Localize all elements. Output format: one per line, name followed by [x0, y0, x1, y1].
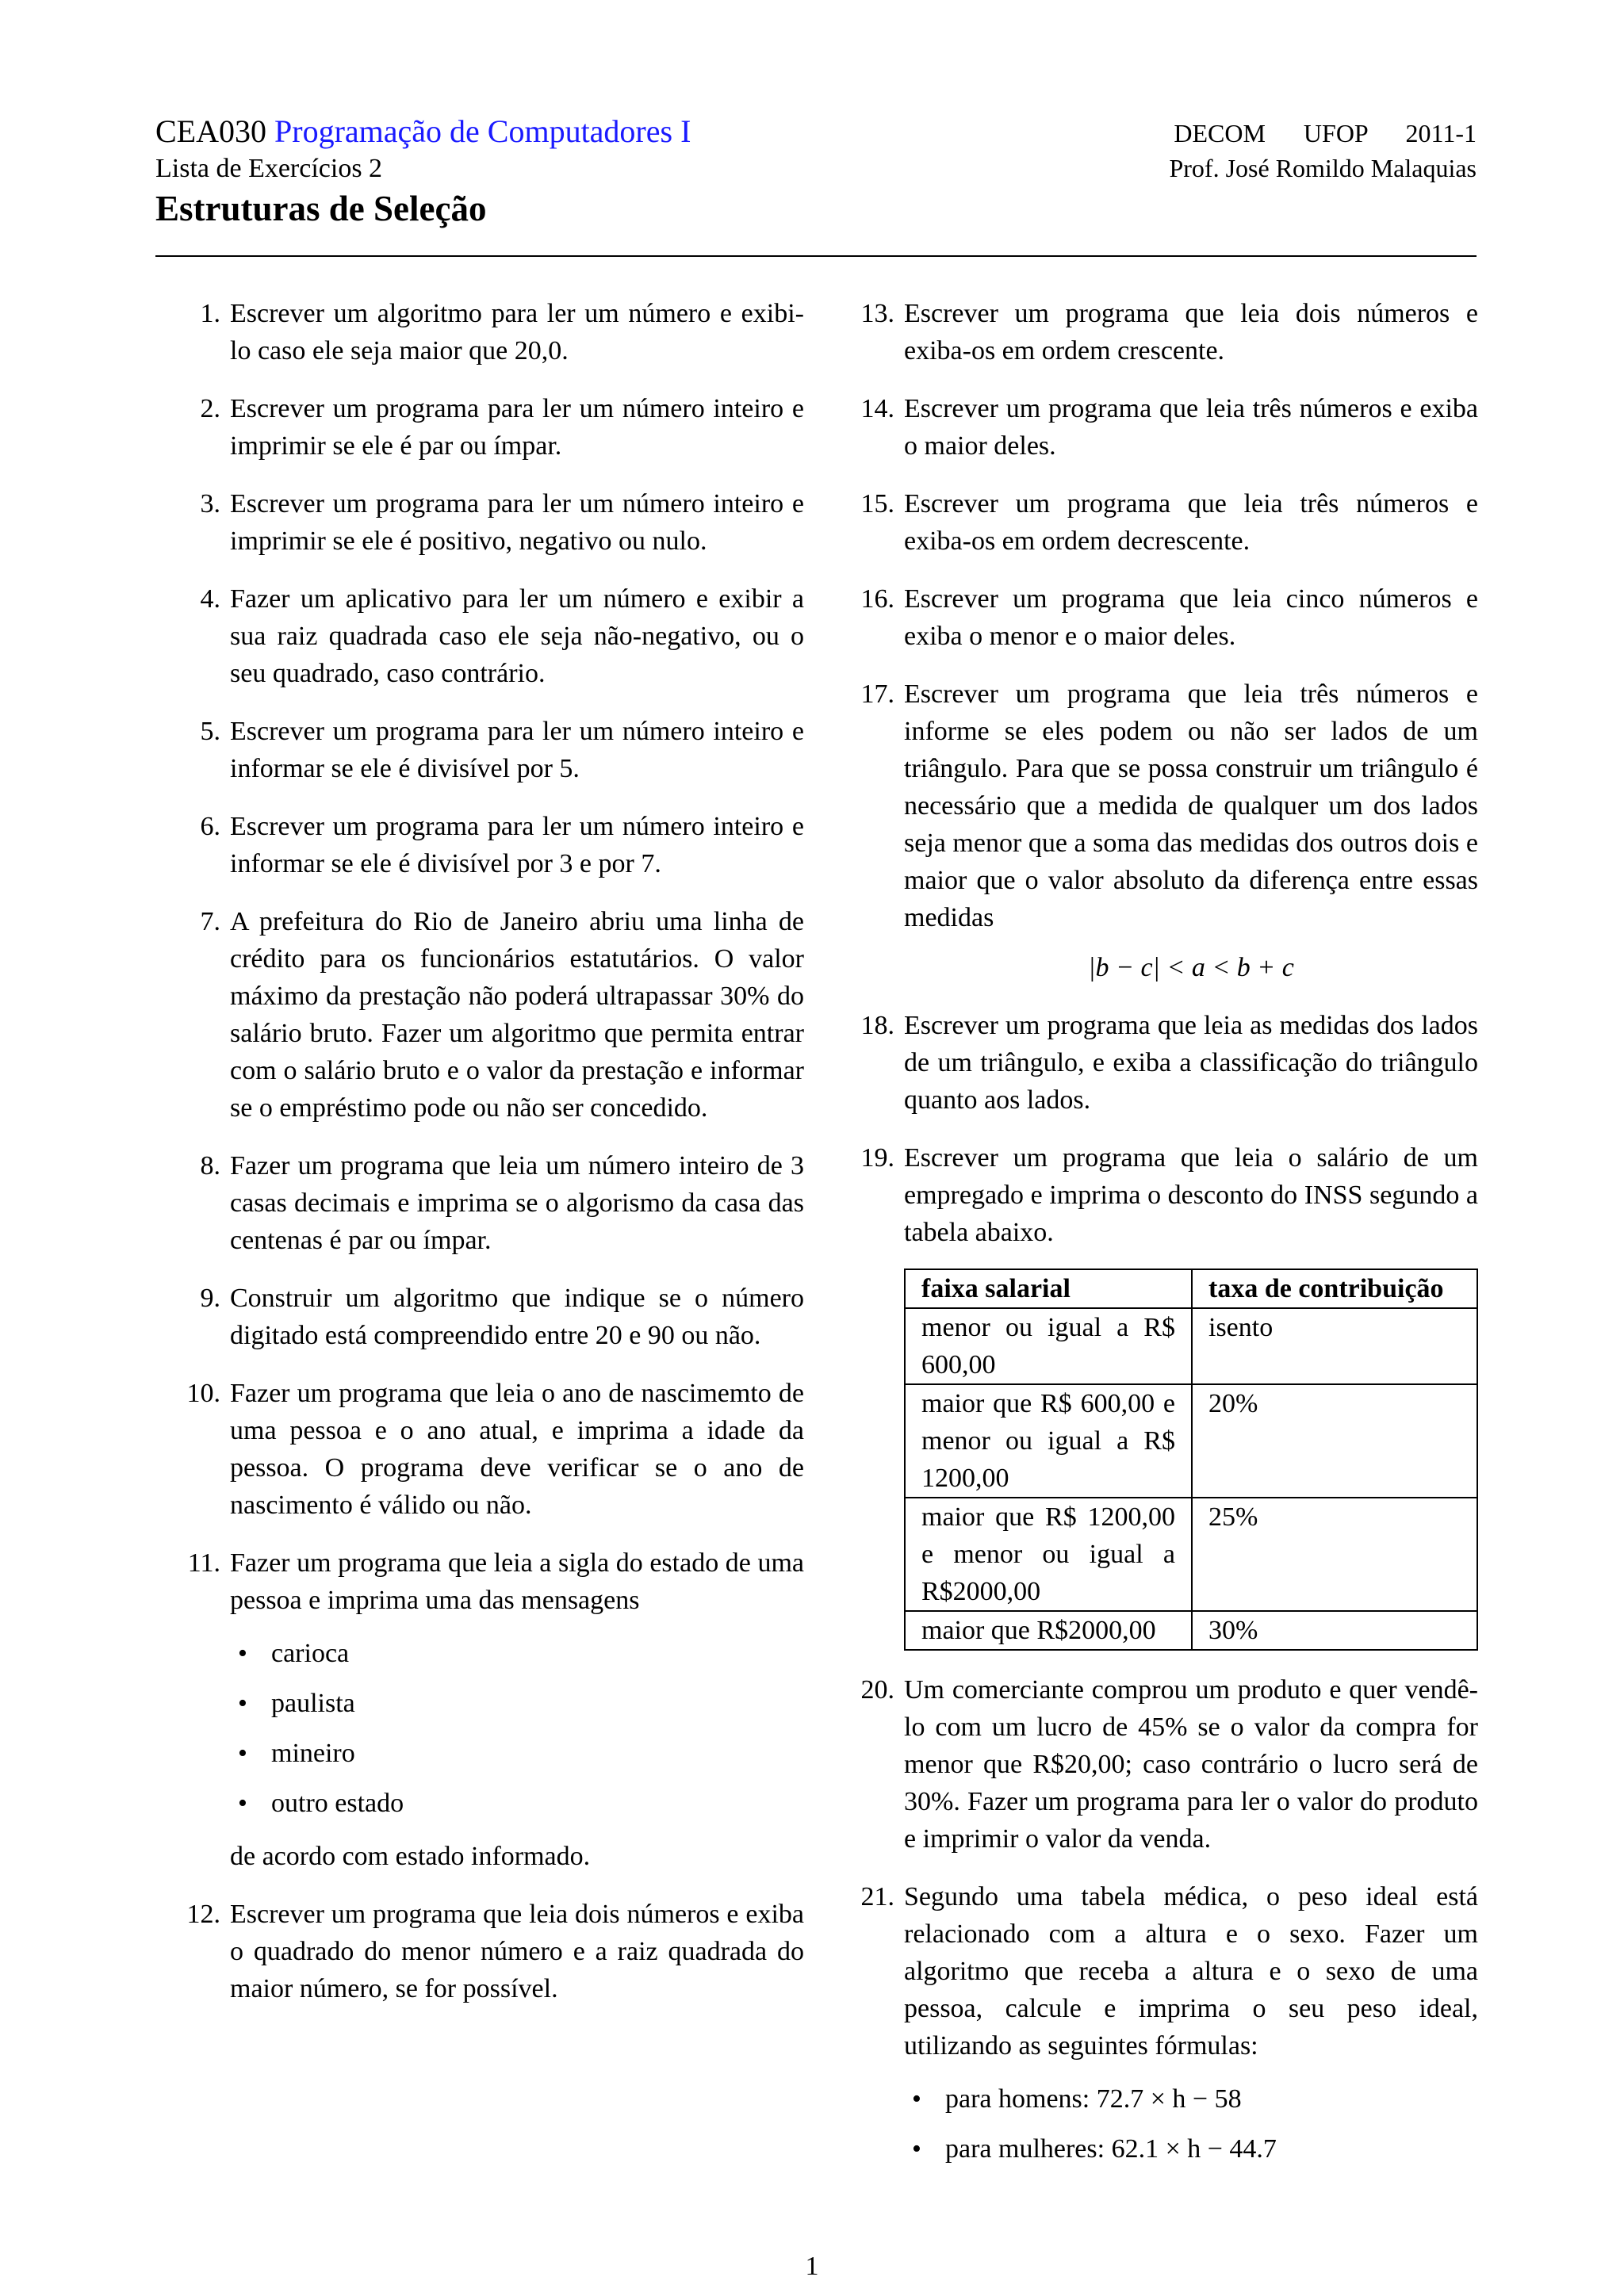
course-line: [155, 113, 691, 151]
exercise-2: 2. Escrever um programa para ler um número inteiro e imprimir se ele é par ou ímpar.: [200, 394, 804, 461]
page-title: Estruturas de Seleção: [155, 189, 487, 228]
message-list: [230, 1635, 804, 1822]
table-cell: maior que R$2000,00: [905, 1611, 1192, 1650]
inss-table: [904, 1269, 1478, 1651]
exercise-14: 14. Escrever um programa que leia três números e exiba o maior deles.: [860, 394, 1478, 461]
exercise-1: 1. Escrever um algoritmo para ler um número e exibi-lo caso ele seja maior que 20,0.: [200, 299, 804, 365]
exercise-6: 6. Escrever um programa para ler um número inteiro e informar se ele é divisível por 3 e por 7.: [200, 812, 804, 878]
list-item: • para mulheres: 62.1 × h − 44.7: [904, 2130, 1478, 2168]
professor: Prof. José Romildo Malaquias: [1169, 154, 1477, 182]
page-number: 1: [805, 2252, 819, 2281]
table-cell: maior que R$ 600,00 e menor ou igual a R$ 1200,00: [905, 1384, 1192, 1498]
exercise-5: 5. Escrever um programa para ler um número inteiro e informar se ele é divisível por 5.: [200, 717, 804, 783]
exercise-7: 7. A prefeitura do Rio de Janeiro abriu uma linha de crédito para os funcionários estatutários. O valor máximo da prestação não poderá ultrapassar 30% do salário bruto. Fazer um algoritmo que permita entrar com o salário bruto e o valor da prestação e informar se o empréstimo pode ou não ser concedido.: [200, 907, 804, 1123]
table-row: [905, 1611, 1477, 1650]
table-cell: isento: [1192, 1308, 1477, 1384]
exercise-4: 4. Fazer um aplicativo para ler um número e exibir a sua raiz quadrada caso ele seja não-negativo, ou o seu quadrado, caso contrário.: [200, 584, 804, 688]
table-row: [905, 1384, 1477, 1498]
exercise-12: 12. Escrever um programa que leia dois números e exiba o quadrado do menor número e a raiz quadrada do maior número, se for possível.: [186, 1900, 804, 2003]
table-header-row: [905, 1269, 1477, 1308]
exercise-8: 8. Fazer um programa que leia um número inteiro de 3 casas decimais e imprima se o algorismo da casa das centenas é par ou ímpar.: [200, 1151, 804, 1255]
table-cell: 25%: [1192, 1498, 1477, 1611]
table-header: taxa de contribuição: [1192, 1269, 1477, 1308]
table-row: [905, 1308, 1477, 1384]
exercise-3: 3. Escrever um programa para ler um número inteiro e imprimir se ele é positivo, negativo ou nulo.: [200, 489, 804, 556]
university: UFOP: [1303, 119, 1368, 147]
course-code: CEA030: [155, 113, 266, 149]
table-cell: maior que R$ 1200,00 e menor ou igual a R$2000,00: [905, 1498, 1192, 1611]
exercise-20: 20. Um comerciante comprou um produto e quer vendê-lo com um lucro de 45% se o valor da compra for menor que R$20,00; caso contrário o lucro será de 30%. Fazer um programa para ler o valor do produto e imprimir o valor da venda.: [860, 1675, 1478, 1854]
term: 2011-1: [1405, 119, 1477, 147]
exercise-17: 17. Escrever um programa que leia três números e informe se eles podem ou não ser lados de um triângulo. Para que se possa construir um triângulo é necessário que a medida de qualquer um dos lados seja menor que a soma das medidas dos outros dois e maior que o valor absoluto da diferença entre essas medidas |b − c| < a < b + c: [829, 675, 1478, 986]
exercise-15: 15. Escrever um programa que leia três números e exiba-os em ordem decrescente.: [860, 489, 1478, 556]
list-item: • para homens: 72.7 × h − 58: [904, 2080, 1478, 2118]
exercise-18: 18. Escrever um programa que leia as medidas dos lados de um triângulo, e exiba a classificação do triângulo quanto aos lados.: [860, 1011, 1478, 1115]
list-subtitle: Lista de Exercícios 2: [155, 154, 383, 183]
table-cell: menor ou igual a R$ 600,00: [905, 1308, 1192, 1384]
department: DECOM: [1174, 119, 1266, 147]
exercise-11: 11. Fazer um programa que leia a sigla do estado de uma pessoa e imprima uma das mensagens • carioca • paulista • mineiro • outro estado de acordo com estado informado.: [155, 1544, 804, 1875]
table-row: [905, 1498, 1477, 1611]
exercise-9: 9. Construir um algoritmo que indique se o número digitado está compreendido entre 20 e 90 ou não.: [200, 1284, 804, 1350]
right-column: [829, 295, 1478, 2188]
left-column: [155, 295, 804, 2028]
formula-list: [904, 2080, 1478, 2168]
table-cell: 30%: [1192, 1611, 1477, 1650]
exercise-19: 19. Escrever um programa que leia o salário de um empregado e imprima o desconto do INSS segundo a tabela abaixo. faixa salarial taxa de contribuição menor ou igual a R$ 600,00 isento maior que R$ 600,00 e menor ou igual a R$ 1200,00 20% maior que R$ 1200,00 e menor ou igual a R$2000,00 25% maior que R$2000,00 30%: [829, 1139, 1478, 1651]
list-item: • carioca: [230, 1635, 804, 1672]
list-item: • outro estado: [230, 1785, 804, 1822]
list-item: • mineiro: [230, 1735, 804, 1772]
course-name: Programação de Computadores I: [274, 113, 691, 149]
table-cell: 20%: [1192, 1384, 1477, 1498]
list-item: • paulista: [230, 1685, 804, 1722]
exercise-16: 16. Escrever um programa que leia cinco números e exiba o menor e o maior deles.: [860, 584, 1478, 651]
table-header: faixa salarial: [905, 1269, 1192, 1308]
exercise-13: 13. Escrever um programa que leia dois números e exiba-os em ordem crescente.: [860, 299, 1478, 365]
exercise-21: 21. Segundo uma tabela médica, o peso ideal está relacionado com a altura e o sexo. Fazer um algoritmo que receba a altura e o sexo de uma pessoa, calcule e imprima o seu peso ideal, utilizando as seguintes fórmulas: • para homens: 72.7 × h − 58 • para mulheres: 62.1 × h − 44.7: [829, 1878, 1478, 2168]
header-info: [1142, 119, 1477, 148]
triangle-inequality-formula: |b − c| < a < b + c: [1088, 953, 1294, 982]
exercise-11-after: de acordo com estado informado.: [230, 1842, 591, 1871]
header-rule: [155, 255, 1477, 257]
page-header: [155, 113, 1477, 231]
exercise-10: 10. Fazer um programa que leia o ano de nascimemto de uma pessoa e o ano atual, e imprima a idade da pessoa. O programa deve verificar se o ano de nascimento é válido ou não.: [186, 1379, 804, 1520]
